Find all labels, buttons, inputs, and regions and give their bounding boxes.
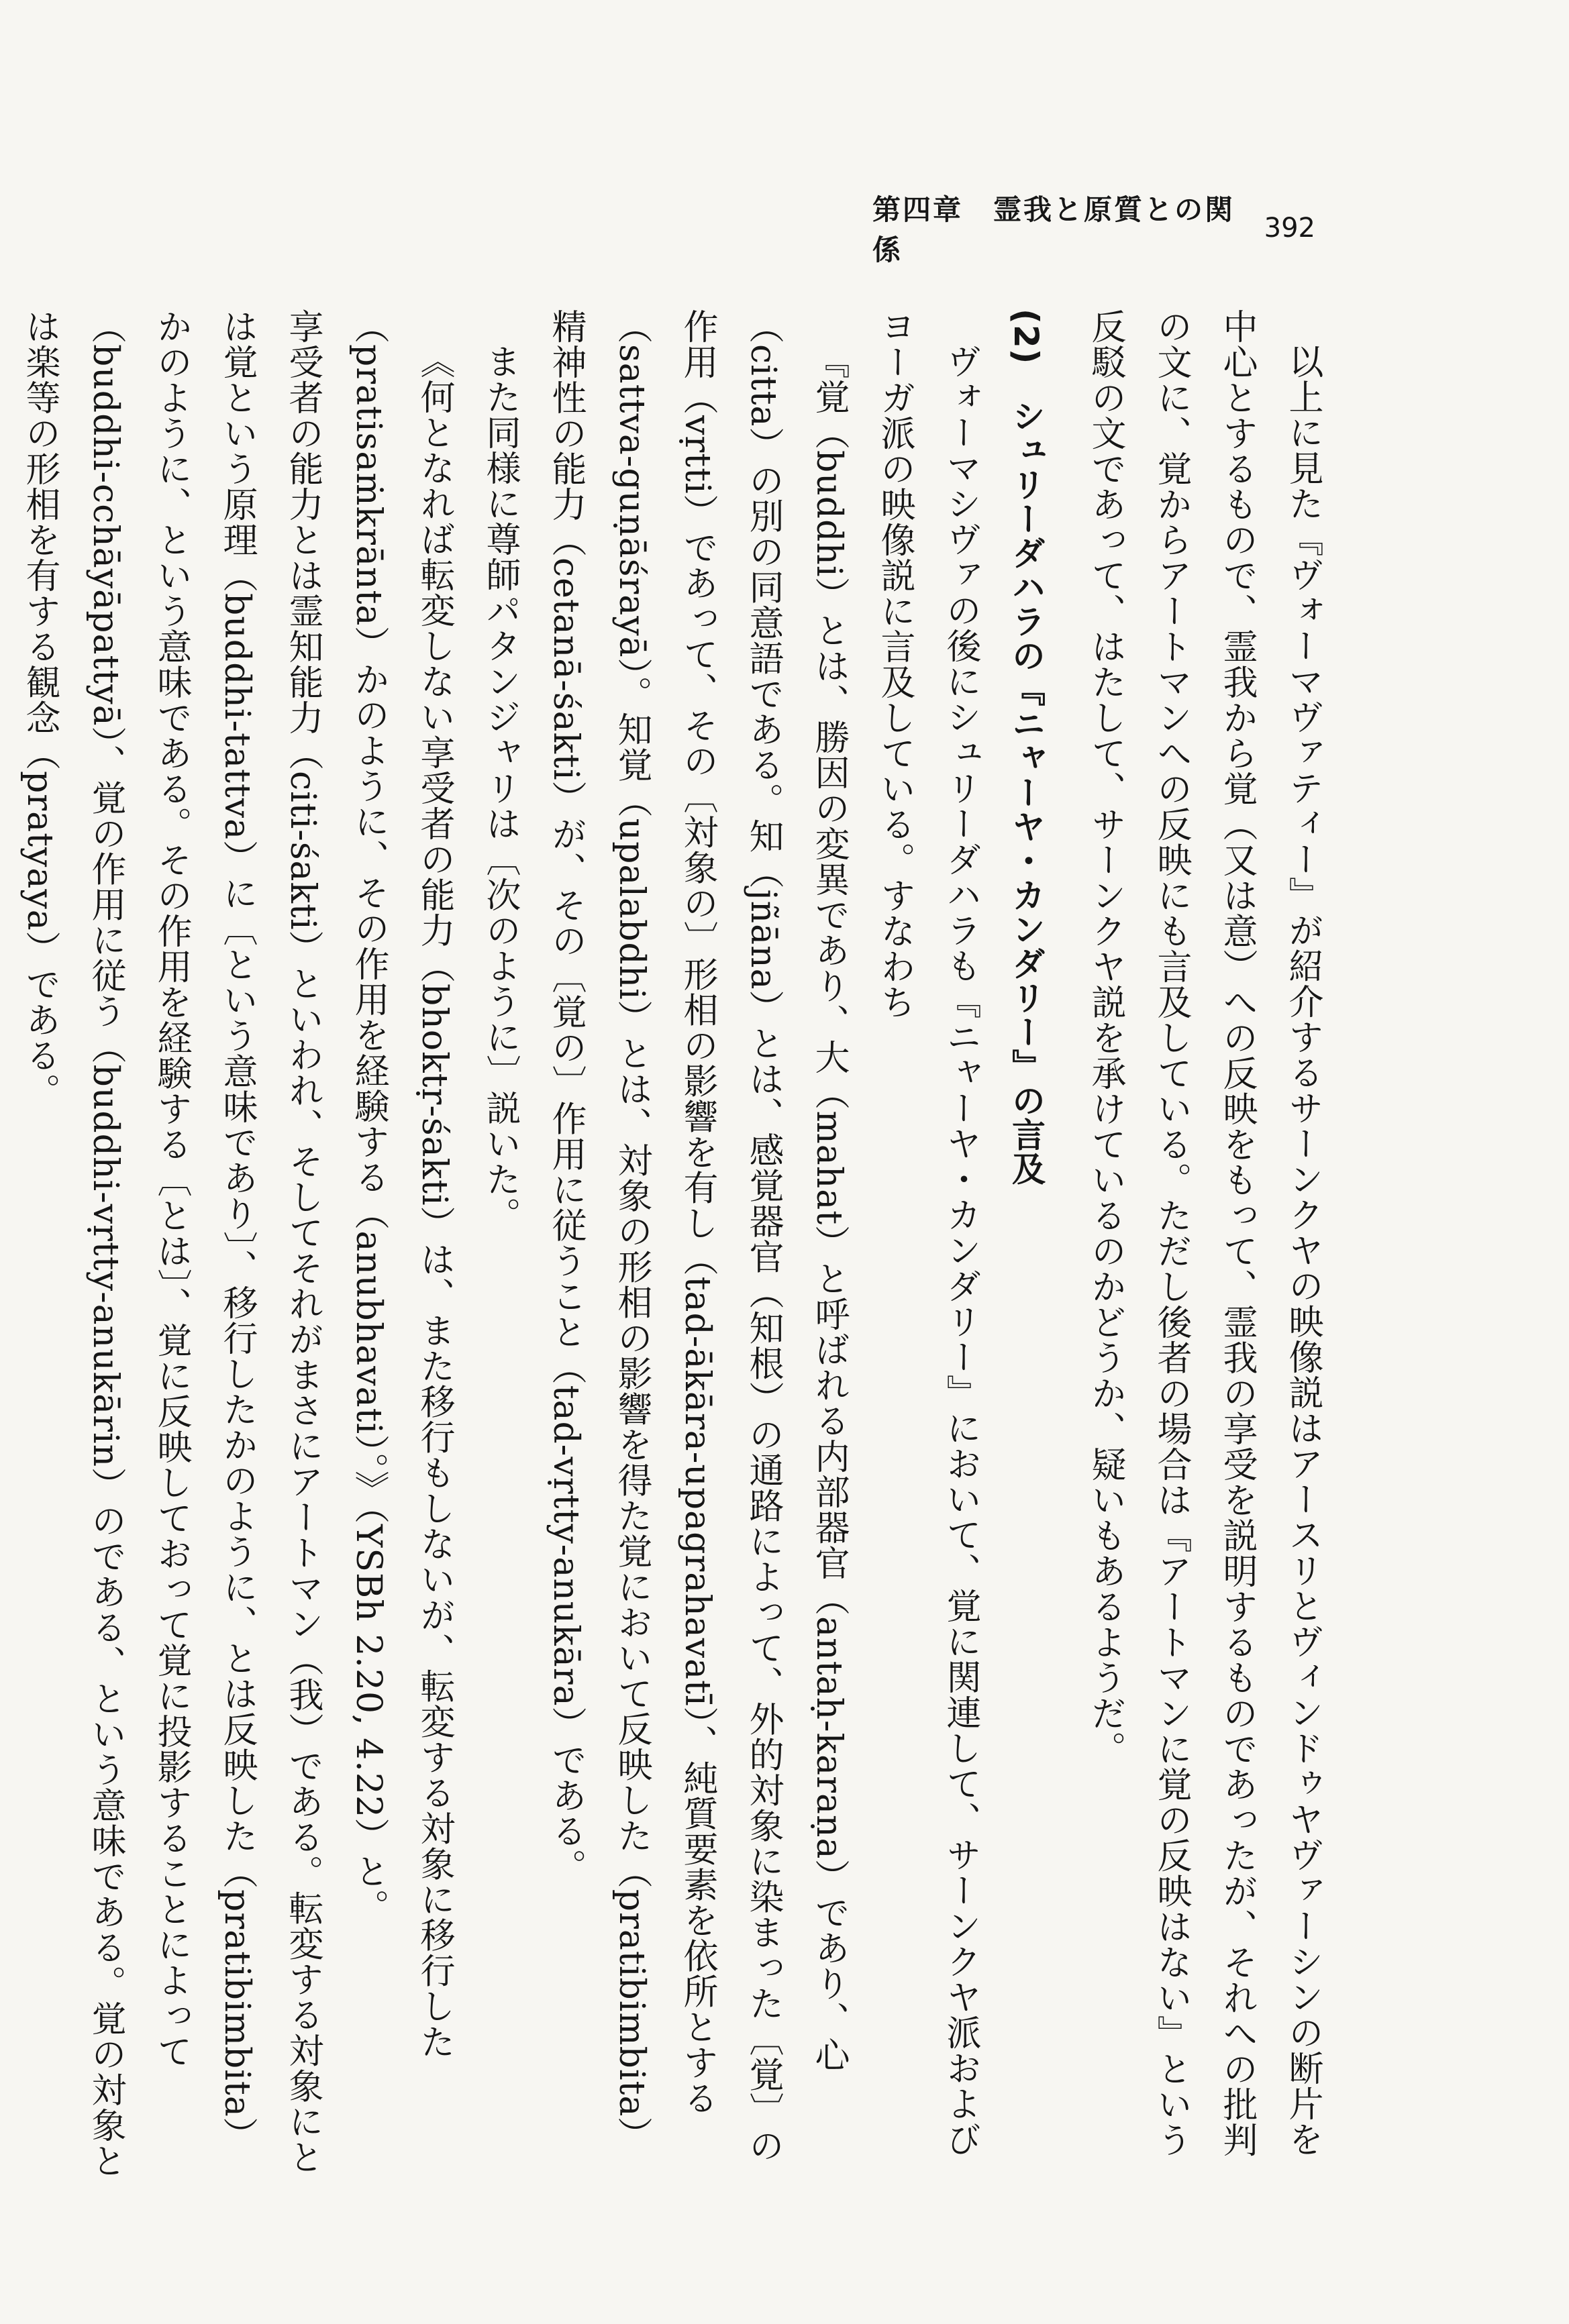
vertical-body-text [19, 309, 1335, 2187]
chapter-title: 第四章 霊我と原質との関係 [872, 193, 1235, 266]
running-header [872, 193, 1315, 266]
quotation: 《何となれば転変しない享受者の能力（bhoktṛ-śakti）は、また移行もしないが、転変する対象に移行した（pratisaṁkrānta）かのように、その作用を経験する（anubhavati）。》（YSBh 2.20, 4.22）と。 [348, 309, 454, 2060]
section-heading: (2) シュリーダハラの『ニャーヤ・カンダリー』の言及 [1007, 309, 1046, 1186]
page-number: 392 [1264, 213, 1315, 244]
paragraph [0, 309, 7, 2187]
paragraph: ヴォーマシヴァの後にシュリーダハラも『ニャーヤ・カンダリー』において、覚に関連して、サーンクヤ派およびヨーガ派の映像説に言及している。すなわち [874, 309, 980, 2157]
paragraph: 『覚（buddhi）とは、勝因の変異であり、大（mahat）と呼ばれる内部器官（antaḥ-karaṇa）であり、心（citta）の別の同意語である。知（jñāna）とは、感覚器官（知根）の通路によって、外的対象に染まった〔覚〕の作用（vṛtti）であって、その〔対象の〕形相の影響を有し（tad-ākāra-upagrahavatī）、純質要素を依所とする（sattva-guṇāśrayā）。知覚（upalabdhi）とは、対象の形相の影響を得た覚において反映した（pratibimbita）精神性の能力（cetanā-śakti）が、その〔覚の〕作用に従うこと（tad-vṛtty-anukāra）である。 [546, 309, 849, 2164]
paragraph: 以上に見た『ヴォーマヴァティー』が紹介するサーンクヤの映像説はアースリとヴィンドゥヤヴァーシンの断片を中心とするもので、霊我から覚（又は意）への反映をもって、霊我の享受を説明するものであったが、それへの批判の文に、覚からアートマンへの反映にも言及している。ただし後者の場合は『アートマンに覚の反映はない』という反駁の文であって、はたして、サーンクヤ説を承けているのかどうか、疑いもあるようだ。 [1085, 309, 1323, 2158]
section-spacer [1059, 309, 1072, 2187]
paragraph: 享受者の能力とは霊知能力（citi-śakti）といわれ、そしてそれがまさにアートマン（我）である。転変する対象にとは覚という原理（buddhi-tattva）に〔という意味であり〕、移行したかのように、とは反映した（pratibimbita）かのように、という意味である。その作用を経験する〔とは〕、覚に反映しておって覚に投影することによって（buddhi-cchāyāpattyā）、覚の作用に従う（buddhi-vṛtty-anukārin）のである、という意味である。覚の対象とは楽等の形相を有する観念（pratyaya）である。 [19, 309, 323, 2179]
paragraph: また同様に尊師パタンジャリは〔次のように〕説いた。 [480, 344, 520, 1232]
